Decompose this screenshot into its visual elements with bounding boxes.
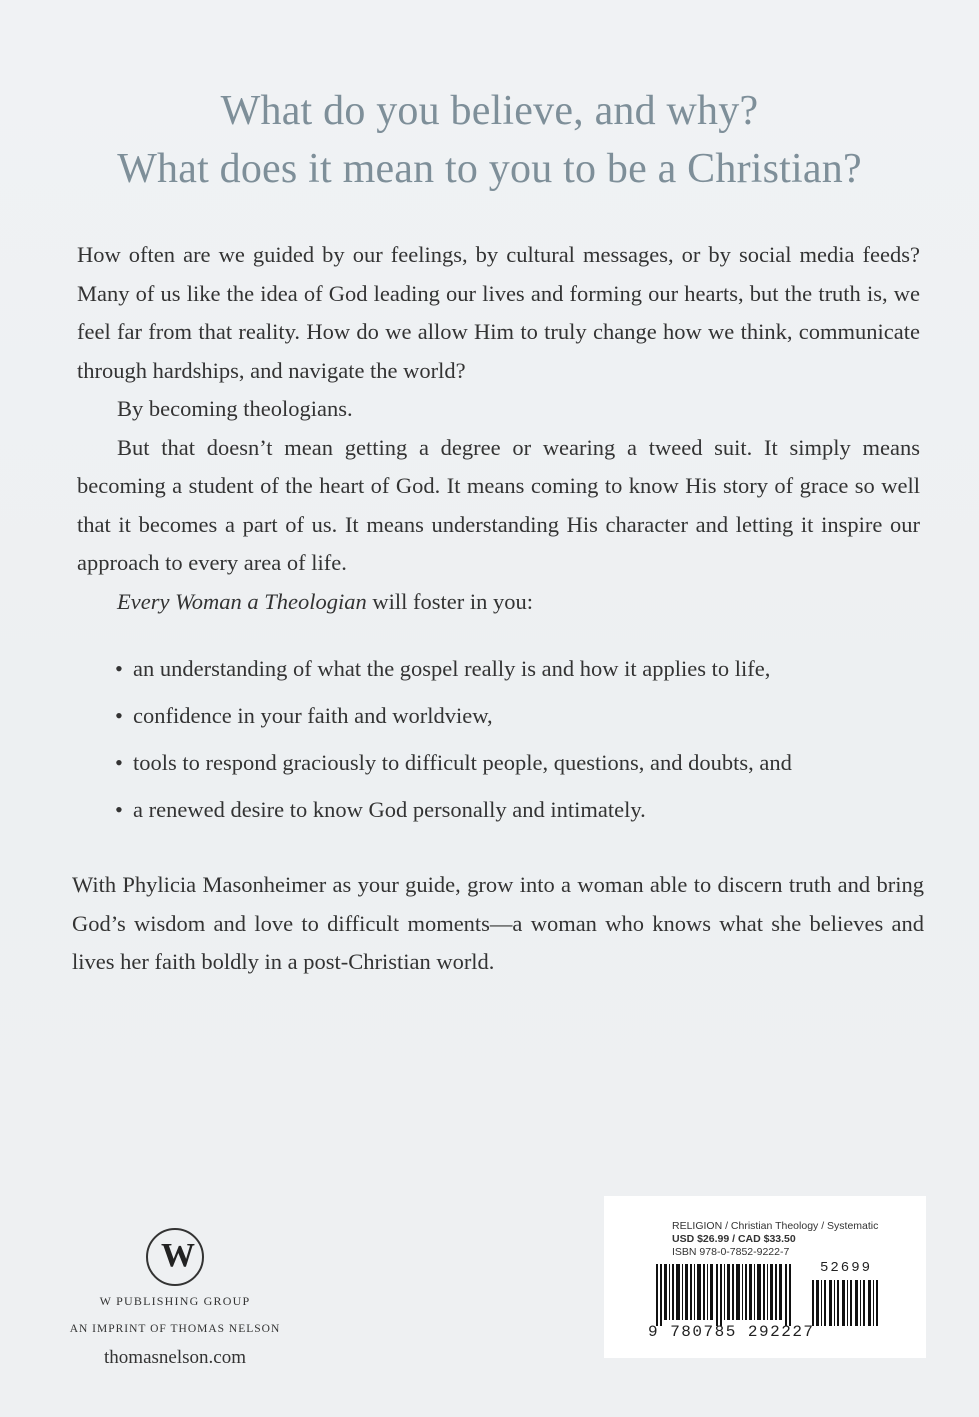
- bullet-icon: •: [115, 656, 123, 681]
- bullet-list: [115, 650, 915, 838]
- barcode-icon: [648, 1264, 800, 1326]
- bullet-item: • an understanding of what the gospel really is and how it applies to life,: [115, 650, 915, 697]
- barcode-label: [604, 1196, 926, 1358]
- category-text: RELIGION / Christian Theology / Systematic: [672, 1220, 879, 1232]
- addon-barcode-icon: [810, 1280, 880, 1326]
- headline-line-2: What does it mean to you to be a Christian?: [117, 146, 862, 192]
- barcode-number: 9 780785 292227: [648, 1323, 815, 1341]
- description: [77, 236, 920, 621]
- paragraph-1: How often are we guided by our feelings, by cultural messages, or by social media feeds? Many of us like the idea of God leading our lives and forming our hearts, but the truth is, we feel far from that reality. How do we allow Him to truly change how we think, communicate through hardships, and navigate the world?: [77, 242, 920, 383]
- addon-number: 52699: [820, 1260, 873, 1276]
- closing-paragraph: With Phylicia Masonheimer as your guide, grow into a woman able to discern truth and bring God’s wisdom and love to difficult moments—a woman who knows what she believes and lives her faith boldly in a post-Christian world.: [72, 872, 924, 974]
- headline-line-1: What do you believe, and why?: [220, 88, 759, 134]
- publisher-url: thomasnelson.com: [104, 1347, 246, 1368]
- paragraph-2: By becoming theologians.: [117, 396, 353, 421]
- bullet-item: • tools to respond graciously to difficult people, questions, and doubts, and: [115, 744, 915, 791]
- headline: [0, 82, 979, 198]
- price-text: USD $26.99 / CAD $33.50: [672, 1233, 796, 1245]
- publisher-block: [60, 1228, 290, 1369]
- publisher-imprint: AN IMPRINT OF THOMAS NELSON: [69, 1323, 281, 1335]
- bullet-icon: •: [115, 703, 123, 728]
- paragraph-3: But that doesn’t mean getting a degree or wearing a tweed suit. It simply means becoming a student of the heart of God. It means coming to know His story of grace so well that it becomes a part of us. It means understanding His character and letting it inspire our approach to every area of life.: [77, 434, 920, 575]
- bullet-icon: •: [115, 797, 123, 822]
- book-title: Every Woman a Theologian: [117, 588, 367, 614]
- paragraph-4-text: will foster in you:: [366, 588, 533, 614]
- publisher-name: W PUBLISHING GROUP: [99, 1294, 251, 1308]
- publisher-logo-icon: W: [146, 1228, 204, 1286]
- bullet-item: • confidence in your faith and worldview,: [115, 697, 915, 744]
- bullet-item: • a renewed desire to know God personally and intimately.: [115, 791, 915, 838]
- bullet-icon: •: [115, 750, 123, 775]
- isbn-text: ISBN 978-0-7852-9222-7: [672, 1246, 790, 1258]
- paragraph-4: [77, 583, 920, 622]
